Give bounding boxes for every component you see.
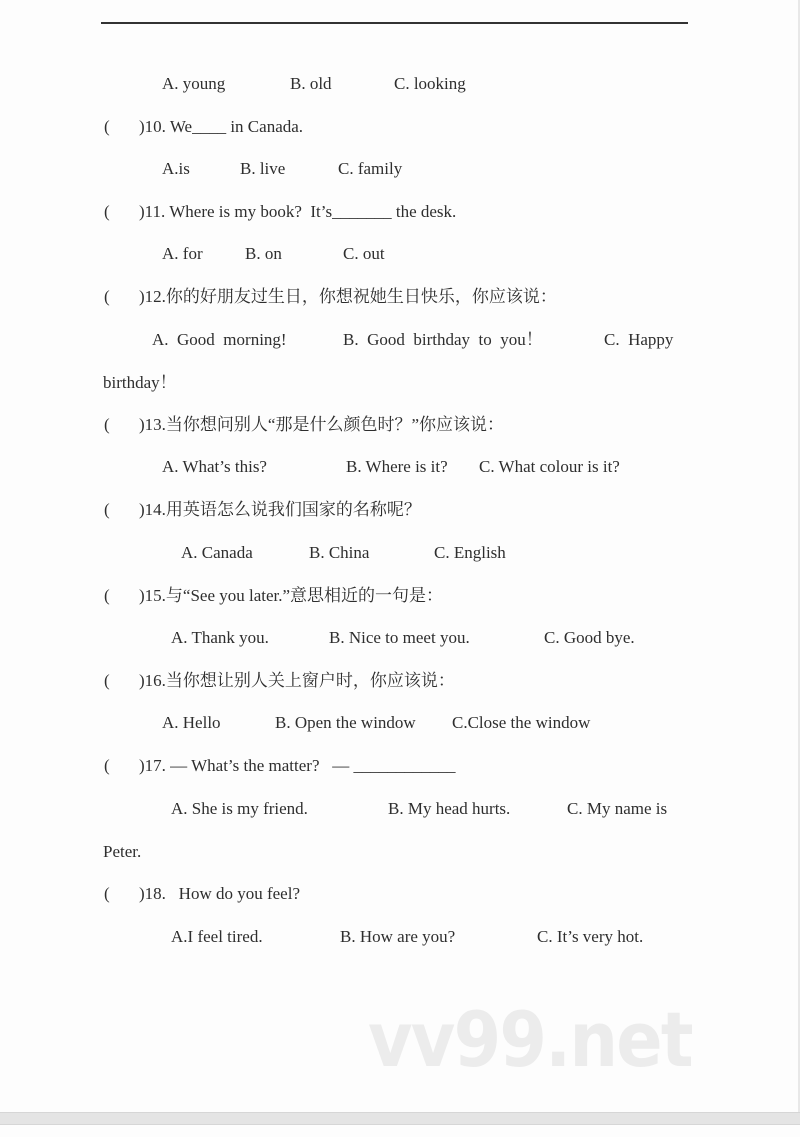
q17-option-c: C. My name is xyxy=(567,799,668,818)
q12-question: )12.你的好朋友过生日，你想祝她生日快乐，你应该说： xyxy=(139,287,557,306)
q11-question: )11. Where is my book? It’s_______ the desk. xyxy=(139,202,457,221)
q9-option-c: C. looking xyxy=(394,74,466,93)
q11-option-c: C. out xyxy=(343,244,385,263)
q12-option-c-continuation: birthday！ xyxy=(103,373,177,392)
watermark: vv99.net xyxy=(368,995,692,1084)
q16-option-a: A. Hello xyxy=(162,713,221,732)
q9-option-b: B. old xyxy=(290,74,332,93)
q17-option-b: B. My head hurts. xyxy=(388,799,511,818)
q15-option-c: C. Good bye. xyxy=(544,628,635,647)
q11-paren: ( xyxy=(104,202,110,221)
q13-option-b: B. Where is it? xyxy=(346,457,448,476)
q10-question: )10. We____ in Canada. xyxy=(139,117,304,136)
q10-option-c: C. family xyxy=(338,159,403,178)
q18-option-a: A.I feel tired. xyxy=(171,927,263,946)
q10-paren: ( xyxy=(104,117,110,136)
q15-paren: ( xyxy=(104,586,110,605)
q15-option-a: A. Thank you. xyxy=(171,628,269,647)
q16-question: )16.当你想让别人关上窗户时，你应该说： xyxy=(139,671,455,690)
q12-option-b: B. Good birthday to you！ xyxy=(343,330,543,349)
q16-paren: ( xyxy=(104,671,110,690)
q14-option-a: A. Canada xyxy=(181,543,253,562)
q13-option-a: A. What’s this? xyxy=(162,457,267,476)
q11-option-b: B. on xyxy=(245,244,282,263)
q18-option-b: B. How are you? xyxy=(340,927,456,946)
q13-paren: ( xyxy=(104,415,110,434)
q16-option-c: C.Close the window xyxy=(452,713,591,732)
q14-paren: ( xyxy=(104,500,110,519)
q13-option-c: C. What colour is it? xyxy=(479,457,620,476)
q14-option-c: C. English xyxy=(434,543,506,562)
q15-option-b: B. Nice to meet you. xyxy=(329,628,470,647)
q9-option-a: A. young xyxy=(162,74,226,93)
q10-option-a: A.is xyxy=(162,159,190,178)
q12-option-a: A. Good morning! xyxy=(152,330,287,349)
q18-question: )18. How do you feel? xyxy=(139,884,300,903)
page-separator xyxy=(0,1112,800,1125)
q11-option-a: A. for xyxy=(162,244,203,263)
q18-paren: ( xyxy=(104,884,110,903)
q12-option-c: C. Happy xyxy=(604,330,674,349)
q14-question: )14.用英语怎么说我们国家的名称呢？ xyxy=(139,500,421,519)
q18-option-c: C. It’s very hot. xyxy=(537,927,644,946)
q14-option-b: B. China xyxy=(309,543,370,562)
q17-paren: ( xyxy=(104,756,110,775)
q17-option-a: A. She is my friend. xyxy=(171,799,308,818)
q17-option-c-continuation: Peter. xyxy=(103,842,142,861)
q17-question: )17. — What’s the matter? — ____________ xyxy=(139,756,456,775)
q15-question: )15.与“See you later.”意思相近的一句是： xyxy=(139,586,444,605)
q16-option-b: B. Open the window xyxy=(275,713,416,732)
q12-paren: ( xyxy=(104,287,110,306)
q13-question: )13.当你想问别人“那是什么颜色时？”你应该说： xyxy=(139,415,505,434)
q10-option-b: B. live xyxy=(240,159,286,178)
header-rule xyxy=(101,22,688,24)
